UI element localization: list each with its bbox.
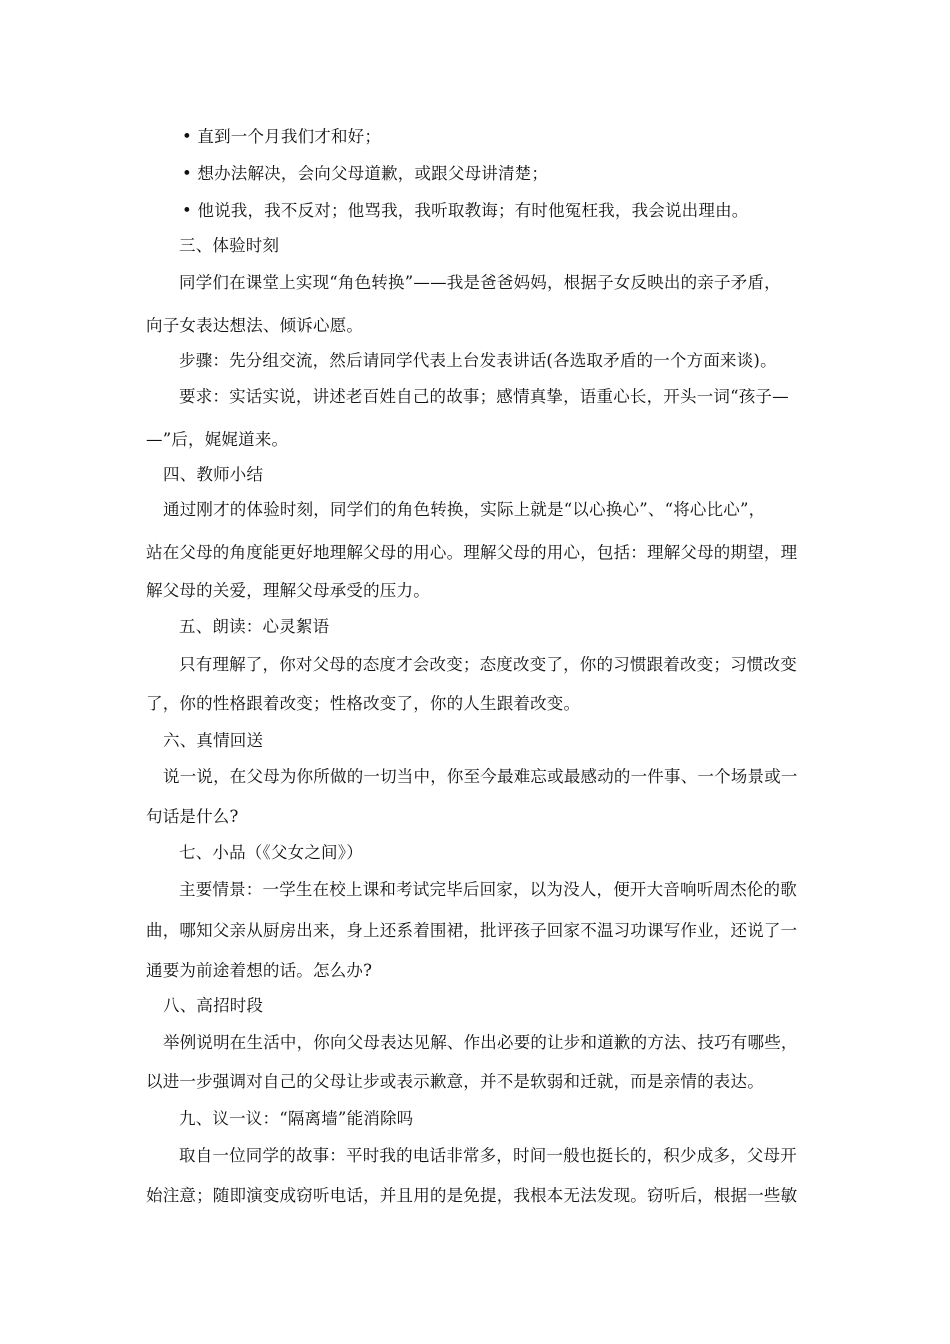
paragraph-line: 句话是什么? xyxy=(146,807,239,826)
paragraph-line: 同学们在课堂上实现“角色转换”——我是爸爸妈妈，根据子女反映出的亲子矛盾， xyxy=(179,273,781,292)
paragraph-line: 主要情景：一学生在校上课和考试完毕后回家，以为没人，便开大音响听周杰伦的歌 xyxy=(179,880,797,899)
section-heading: 七、小品（《父女之间》） xyxy=(179,843,363,862)
paragraph-line: 说一说，在父母为你所做的一切当中，你至今最难忘或最感动的一件事、一个场景或一 xyxy=(163,767,798,786)
bullet-line: • 直到一个月我们才和好； xyxy=(182,127,382,146)
paragraph-line: —”后，娓娓道来。 xyxy=(146,430,289,449)
bullet-line: • 想办法解决，会向父母道歉，或跟父母讲清楚； xyxy=(182,164,549,183)
section-heading: 四、教师小结 xyxy=(163,465,264,484)
paragraph-line: 始注意；随即演变成窃听电话，并且用的是免提，我根本无法发现。窃听后，根据一些敏 xyxy=(146,1186,798,1205)
paragraph-line: 以进一步强调对自己的父母让步或表示歉意，并不是软弱和迁就，而是亲情的表达。 xyxy=(146,1072,764,1091)
paragraph-line: 只有理解了，你对父母的态度才会改变；态度改变了，你的习惯跟着改变；习惯改变 xyxy=(179,655,797,674)
paragraph-line: 解父母的关爱，理解父母承受的压力。 xyxy=(146,581,430,600)
paragraph-line: 通过刚才的体验时刻，同学们的角色转换，实际上就是“以心换心”、“将心比心”， xyxy=(163,500,766,519)
paragraph-line: 通要为前途着想的话。怎么办? xyxy=(146,961,373,980)
section-heading: 九、议一议：“隔离墙”能消除吗 xyxy=(179,1109,414,1128)
paragraph-line: 步骤：先分组交流，然后请同学代表上台发表讲话(各选取矛盾的一个方面来谈)。 xyxy=(179,351,777,370)
paragraph-line: 要求：实话实说，讲述老百姓自己的故事；感情真挚，语重心长，开头一词“孩子— xyxy=(179,387,789,406)
paragraph-line: 向子女表达想法、倾诉心愿。 xyxy=(146,316,364,335)
section-heading: 五、朗读：心灵絮语 xyxy=(179,617,330,636)
paragraph-line: 举例说明在生活中，你向父母表达见解、作出必要的让步和道歉的方法、技巧有哪些， xyxy=(163,1033,798,1052)
section-heading: 三、体验时刻 xyxy=(179,236,280,255)
bullet-line: • 他说我，我不反对；他骂我，我听取教诲；有时他冤枉我，我会说出理由。 xyxy=(182,201,749,220)
paragraph-line: 了，你的性格跟着改变；性格改变了，你的人生跟着改变。 xyxy=(146,694,581,713)
paragraph-line: 曲，哪知父亲从厨房出来，身上还系着围裙，批评孩子回家不温习功课写作业，还说了一 xyxy=(146,921,798,940)
section-heading: 八、高招时段 xyxy=(163,996,264,1015)
paragraph-line: 站在父母的角度能更好地理解父母的用心。理解父母的用心，包括：理解父母的期望，理 xyxy=(146,543,798,562)
paragraph-line: 取自一位同学的故事：平时我的电话非常多，时间一般也挺长的，积少成多，父母开 xyxy=(179,1146,797,1165)
section-heading: 六、真情回送 xyxy=(163,731,264,750)
